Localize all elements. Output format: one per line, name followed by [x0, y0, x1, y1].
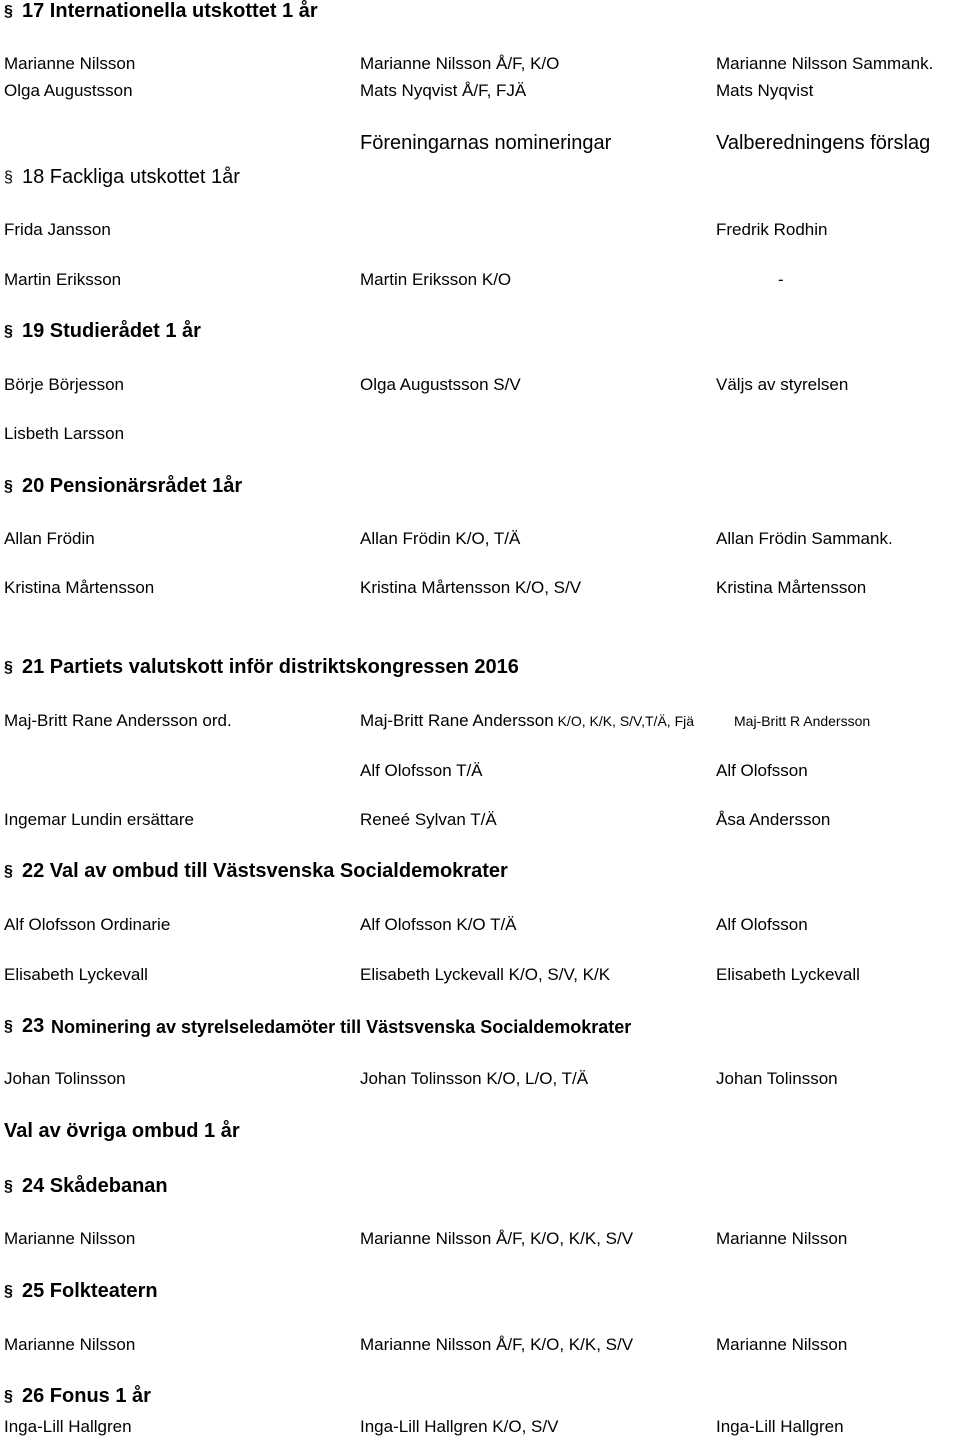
- s21-row3-member: Ingemar Lundin ersättare: [4, 810, 194, 829]
- s18-row1-member: Frida Jansson: [4, 220, 111, 239]
- section-21-title: 21 Partiets valutskott inför distriktskongressen 2016: [22, 656, 519, 678]
- s25-row1-nomination: Marianne Nilsson Å/F, K/O, K/K, S/V: [360, 1335, 634, 1354]
- bullet-icon: §: [4, 1018, 13, 1035]
- section-22-title: 22 Val av ombud till Västsvenska Socialdemokrater: [22, 860, 508, 882]
- section-20-title: 20 Pensionärsrådet 1år: [22, 475, 243, 497]
- s17-row1-nomination: Marianne Nilsson Å/F, K/O: [360, 54, 560, 73]
- s24-row1-proposal: Marianne Nilsson: [716, 1229, 848, 1248]
- section-26-heading: [0, 1385, 400, 1411]
- s25-row1-member: Marianne Nilsson: [4, 1335, 136, 1354]
- s21-row2-nomination: Alf Olofsson T/Ä: [360, 761, 483, 780]
- s20-row2-proposal: Kristina Mårtensson: [716, 578, 867, 597]
- s21-row3-proposal: Åsa Andersson: [716, 810, 831, 829]
- section-17-title: 17 Internationella utskottet 1 år: [22, 0, 318, 22]
- section-22-heading: [0, 860, 700, 886]
- s20-row1-proposal: Allan Frödin Sammank.: [716, 529, 893, 548]
- bullet-icon: §: [4, 659, 13, 676]
- bullet-icon: §: [4, 1283, 13, 1300]
- subheading-other-delegates: Val av övriga ombud 1 år: [4, 1120, 240, 1142]
- bullet-icon: §: [4, 478, 13, 495]
- bullet-icon: §: [4, 323, 13, 340]
- s19-row1-proposal: Väljs av styrelsen: [716, 375, 849, 394]
- bullet-icon: §: [4, 1388, 13, 1405]
- section-23-number: 23: [22, 1015, 45, 1037]
- section-23-heading: [0, 1015, 940, 1041]
- s26-row1-member: Inga-Lill Hallgren: [4, 1417, 132, 1436]
- s21-row1-member: Maj-Britt Rane Andersson ord.: [4, 711, 232, 730]
- section-18-heading: [0, 166, 340, 192]
- s22-row1-proposal: Alf Olofsson: [716, 915, 808, 934]
- s25-row1-proposal: Marianne Nilsson: [716, 1335, 848, 1354]
- s26-row1-proposal: Inga-Lill Hallgren: [716, 1417, 844, 1436]
- s23-row1-proposal: Johan Tolinsson: [716, 1069, 838, 1088]
- s18-row2-nomination: Martin Eriksson K/O: [360, 270, 512, 289]
- s19-row2-member: Lisbeth Larsson: [4, 424, 125, 443]
- section-23-title: Nominering av styrelseledamöter till Västsvenska Socialdemokrater: [51, 1017, 632, 1037]
- s18-row2-proposal: -: [778, 270, 784, 289]
- s21-row3-nomination: Reneé Sylvan T/Ä: [360, 810, 497, 829]
- s22-row1-nomination: Alf Olofsson K/O T/Ä: [360, 915, 517, 934]
- bullet-icon: §: [4, 863, 13, 880]
- bullet-icon: §: [4, 3, 13, 20]
- s21-row1-nomination: [360, 711, 694, 731]
- s22-row2-member: Elisabeth Lyckevall: [4, 965, 148, 984]
- section-25-title: 25 Folkteatern: [22, 1280, 158, 1302]
- section-24-title: 24 Skådebanan: [22, 1175, 168, 1197]
- s22-row2-nomination: Elisabeth Lyckevall K/O, S/V, K/K: [360, 965, 611, 984]
- column-header-committee: Valberedningens förslag: [716, 132, 931, 154]
- s24-row1-nomination: Marianne Nilsson Å/F, K/O, K/K, S/V: [360, 1229, 634, 1248]
- bullet-icon: §: [4, 169, 13, 186]
- s22-row2-proposal: Elisabeth Lyckevall: [716, 965, 860, 984]
- s21-row1-nomination-name: Maj-Britt Rane Andersson: [360, 711, 554, 730]
- s17-row1-proposal: Marianne Nilsson Sammank.: [716, 54, 934, 73]
- s19-row1-nomination: Olga Augustsson S/V: [360, 375, 521, 394]
- s18-row2-member: Martin Eriksson: [4, 270, 122, 289]
- s24-row1-member: Marianne Nilsson: [4, 1229, 136, 1248]
- bullet-icon: §: [4, 1178, 13, 1195]
- s21-row1-nomination-codes: K/O, K/K, S/V,T/Ä, Fjä: [553, 713, 695, 729]
- s23-row1-member: Johan Tolinsson: [4, 1069, 126, 1088]
- section-19-title: 19 Studierådet 1 år: [22, 320, 201, 342]
- section-20-heading: [0, 475, 400, 501]
- s21-row1-proposal: Maj-Britt R Andersson: [734, 713, 871, 729]
- s18-row1-proposal: Fredrik Rodhin: [716, 220, 828, 239]
- s17-row2-nomination: Mats Nyqvist Å/F, FJÄ: [360, 81, 527, 100]
- section-19-heading: [0, 320, 400, 346]
- section-26-title: 26 Fonus 1 år: [22, 1385, 151, 1407]
- section-21-heading: [0, 656, 700, 682]
- column-header-nominations: Föreningarnas nomineringar: [360, 132, 612, 154]
- section-25-heading: [0, 1280, 400, 1306]
- s23-row1-nomination: Johan Tolinsson K/O, L/O, T/Ä: [360, 1069, 589, 1088]
- s20-row2-nomination: Kristina Mårtensson K/O, S/V: [360, 578, 582, 597]
- s22-row1-member: Alf Olofsson Ordinarie: [4, 915, 171, 934]
- s19-row1-member: Börje Börjesson: [4, 375, 125, 394]
- s21-row2-proposal: Alf Olofsson: [716, 761, 808, 780]
- s20-row2-member: Kristina Mårtensson: [4, 578, 155, 597]
- section-24-heading: [0, 1175, 400, 1201]
- s20-row1-member: Allan Frödin: [4, 529, 95, 548]
- s26-row1-nomination: Inga-Lill Hallgren K/O, S/V: [360, 1417, 559, 1436]
- section-17-heading: [0, 0, 960, 26]
- s17-row2-proposal: Mats Nyqvist: [716, 81, 814, 100]
- s20-row1-nomination: Allan Frödin K/O, T/Ä: [360, 529, 521, 548]
- s17-row2-member: Olga Augustsson: [4, 81, 133, 100]
- section-18-title: 18 Fackliga utskottet 1år: [22, 166, 240, 188]
- s17-row1-member: Marianne Nilsson: [4, 54, 136, 73]
